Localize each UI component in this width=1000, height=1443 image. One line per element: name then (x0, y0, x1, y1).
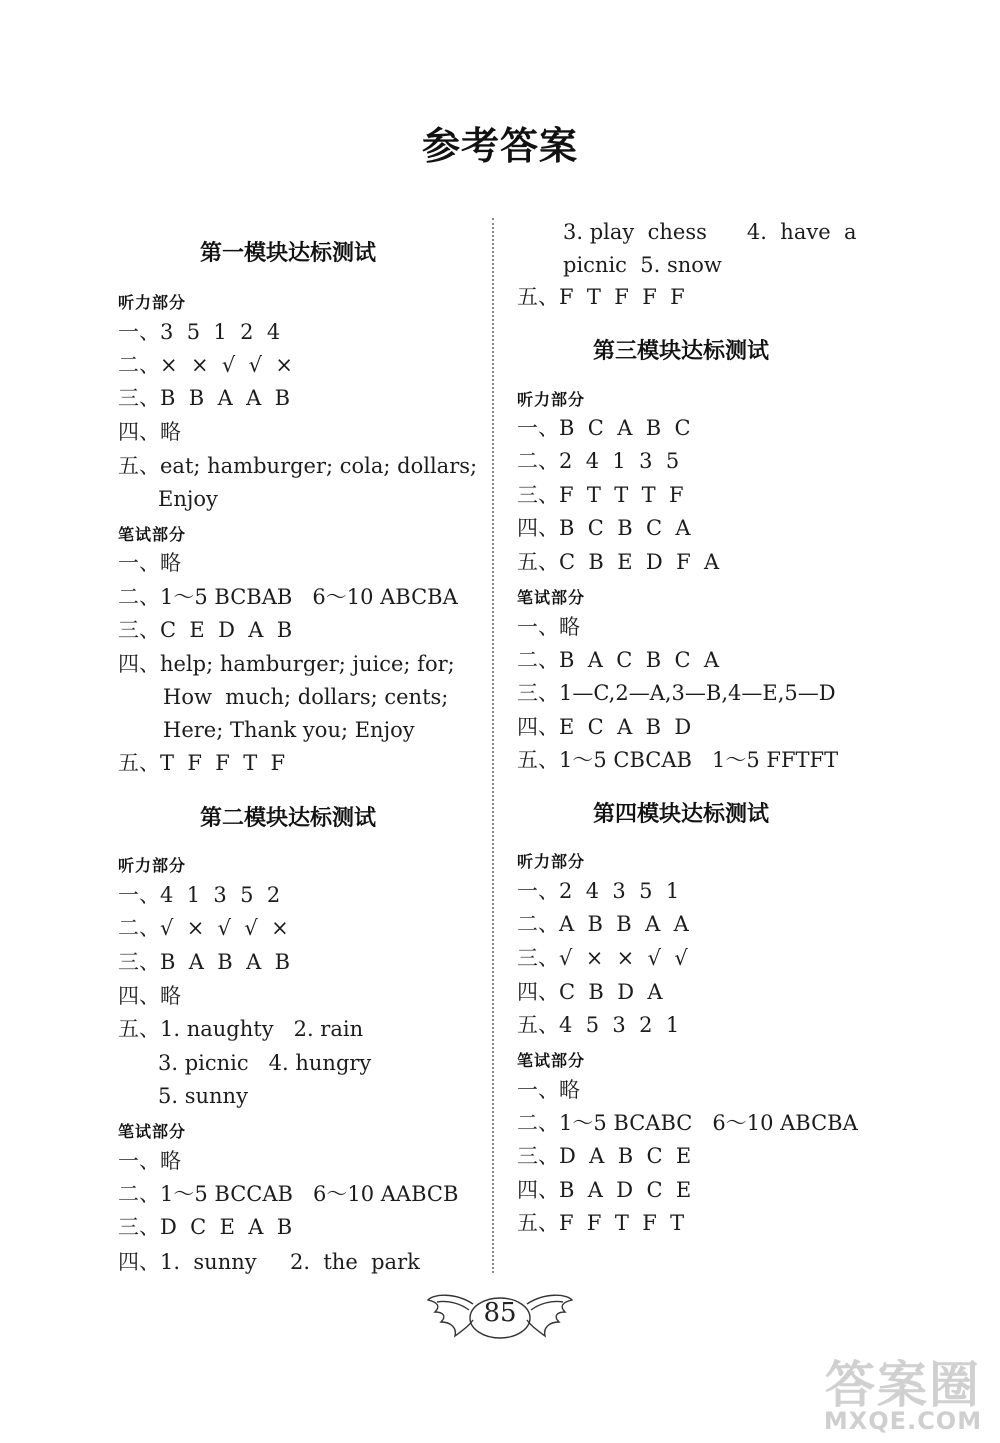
answer-line: 四、B C B C A (517, 516, 691, 540)
written-label: 笔试部分 (118, 1122, 187, 1141)
listening-label: 听力部分 (118, 293, 187, 312)
answer-line: 四、B A D C E (517, 1178, 692, 1202)
written-label: 笔试部分 (517, 1051, 586, 1070)
answer-line: 五、F F T F T (517, 1211, 685, 1235)
answer-line: 一、略 (517, 615, 580, 639)
answer-line: 二、1～5 BCABC 6～10 ABCBA (517, 1111, 858, 1135)
answer-line: 二、1～5 BCCAB 6～10 AABCB (118, 1182, 459, 1206)
column-divider (492, 218, 494, 1273)
answer-line: 一、3 5 1 2 4 (118, 320, 281, 344)
watermark-logo: 答案圈 (825, 1356, 981, 1414)
answer-line: 二、1～5 BCBAB 6～10 ABCBA (118, 585, 458, 609)
answer-line: 五、1～5 CBCAB 1～5 FFTFT (517, 748, 839, 772)
section-title-module-2: 第二模块达标测试 (199, 806, 376, 831)
answer-line: 五、T F F T F (118, 751, 286, 775)
answer-line: 五、1. naughty 2. rain (118, 1017, 364, 1041)
answer-line: 一、B C A B C (517, 416, 691, 440)
watermark-url: MXQE.COM (823, 1407, 983, 1435)
answer-line: 二、A B B A A (517, 912, 689, 936)
answer-line: 一、略 (118, 1149, 181, 1173)
page-title: 参考答案 (421, 124, 578, 168)
answer-line: 三、D C E A B (118, 1215, 293, 1239)
answer-line: 四、C B D A (517, 980, 663, 1004)
answer-line: 一、2 4 3 5 1 (517, 879, 680, 903)
answer-line: 四、E C A B D (517, 715, 692, 739)
answer-line: 四、略 (118, 420, 181, 444)
answer-line: 二、B A C B C A (517, 648, 720, 672)
answer-line: 一、略 (118, 551, 181, 575)
answer-line: 三、√ × × √ √ (517, 946, 688, 970)
answer-line: 五、4 5 3 2 1 (517, 1013, 680, 1037)
answer-line-continued: How much; dollars; cents; (163, 685, 449, 709)
listening-label: 听力部分 (517, 852, 586, 871)
written-label: 笔试部分 (118, 525, 187, 544)
answer-line-continued: picnic 5. snow (563, 253, 722, 277)
written-label: 笔试部分 (517, 588, 586, 607)
answer-line: 三、B A B A B (118, 950, 291, 974)
listening-label: 听力部分 (118, 856, 187, 875)
page-number-badge (425, 1290, 575, 1346)
answer-line-continued: 3. picnic 4. hungry (158, 1051, 372, 1075)
answer-line: 三、1—C,2—A,3—B,4—E,5—D (517, 681, 836, 705)
section-title-module-4: 第四模块达标测试 (592, 802, 769, 827)
answer-line: 四、1. sunny 2. the park (118, 1250, 420, 1274)
answer-line: 四、略 (118, 984, 181, 1008)
answer-line: 三、C E D A B (118, 618, 293, 642)
section-title-module-1: 第一模块达标测试 (199, 241, 376, 266)
listening-label: 听力部分 (517, 390, 586, 409)
answer-line: 一、略 (517, 1078, 580, 1102)
answer-line-continued: Enjoy (158, 487, 218, 511)
answer-line-continued: 3. play chess 4. have a (563, 220, 857, 244)
answer-line: 三、B B A A B (118, 386, 291, 410)
watermark (808, 1345, 998, 1440)
answer-line: 二、2 4 1 3 5 (517, 449, 680, 473)
answer-line: 五、eat; hamburger; cola; dollars; (118, 454, 478, 478)
answer-line: 五、F T F F F (517, 285, 685, 309)
page-number: 85 (483, 1298, 517, 1328)
answer-line: 二、√ × √ √ × (118, 916, 289, 940)
answer-line: 二、× × √ √ × (118, 353, 293, 377)
answer-line-continued: 5. sunny (158, 1084, 248, 1108)
answer-line: 五、C B E D F A (517, 550, 720, 574)
answer-line: 四、help; hamburger; juice; for; (118, 652, 455, 676)
answer-line: 三、D A B C E (517, 1144, 692, 1168)
answer-line-continued: Here; Thank you; Enjoy (163, 718, 415, 742)
answer-line: 一、4 1 3 5 2 (118, 883, 281, 907)
section-title-module-3: 第三模块达标测试 (592, 339, 769, 364)
answer-line: 三、F T T T F (517, 483, 684, 507)
